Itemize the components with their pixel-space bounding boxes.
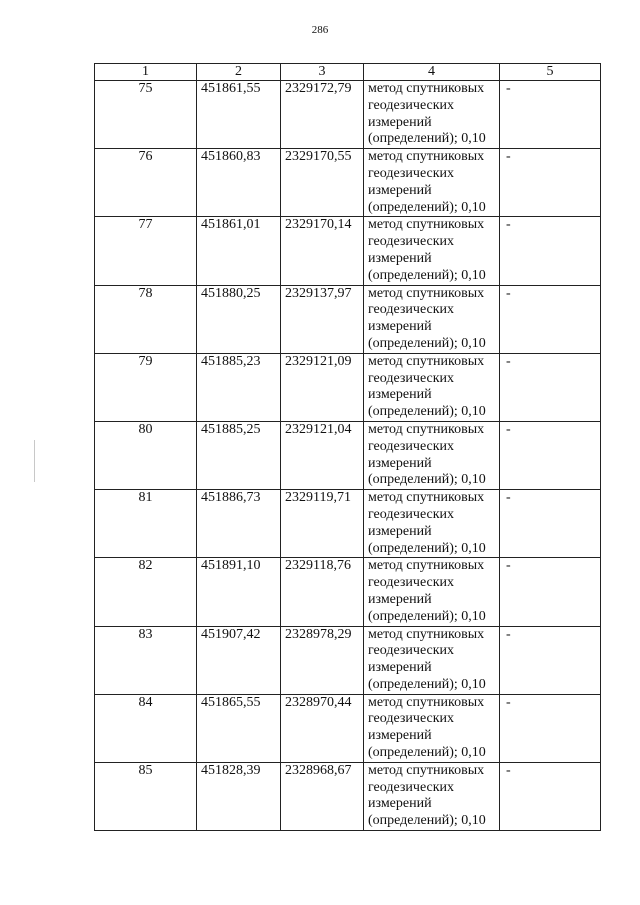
table-row	[95, 626, 601, 694]
note: -	[500, 558, 601, 626]
coordinate-y: 2329170,14	[281, 217, 364, 285]
coordinate-y: 2329137,97	[281, 285, 364, 353]
coordinate-y: 2328978,29	[281, 626, 364, 694]
point-number: 83	[95, 626, 197, 694]
coordinate-x: 451880,25	[197, 285, 281, 353]
coordinate-y: 2329119,71	[281, 490, 364, 558]
coordinate-x: 451860,83	[197, 149, 281, 217]
point-number: 77	[95, 217, 197, 285]
method-description: метод спутниковых геодезических измерений (определений); 0,10	[364, 762, 500, 830]
note: -	[500, 626, 601, 694]
margin-mark	[34, 440, 35, 482]
coordinate-x: 451885,23	[197, 353, 281, 421]
coordinate-y: 2328968,67	[281, 762, 364, 830]
table-row	[95, 81, 601, 149]
coordinate-y: 2328970,44	[281, 694, 364, 762]
method-description: метод спутниковых геодезических измерений (определений); 0,10	[364, 285, 500, 353]
coordinate-y: 2329121,09	[281, 353, 364, 421]
table-body	[95, 81, 601, 831]
point-number: 75	[95, 81, 197, 149]
coordinate-y: 2329172,79	[281, 81, 364, 149]
header-col-3: 3	[281, 64, 364, 81]
coordinate-x: 451861,55	[197, 81, 281, 149]
table-row	[95, 694, 601, 762]
coordinate-x: 451861,01	[197, 217, 281, 285]
method-description: метод спутниковых геодезических измерений (определений); 0,10	[364, 626, 500, 694]
point-number: 78	[95, 285, 197, 353]
table-row	[95, 762, 601, 830]
coordinate-x: 451865,55	[197, 694, 281, 762]
point-number: 79	[95, 353, 197, 421]
note: -	[500, 490, 601, 558]
point-number: 80	[95, 421, 197, 489]
coordinate-x: 451886,73	[197, 490, 281, 558]
method-description: метод спутниковых геодезических измерений (определений); 0,10	[364, 558, 500, 626]
coordinates-table	[94, 63, 601, 831]
note: -	[500, 217, 601, 285]
method-description: метод спутниковых геодезических измерений (определений); 0,10	[364, 81, 500, 149]
point-number: 81	[95, 490, 197, 558]
coordinate-x: 451907,42	[197, 626, 281, 694]
method-description: метод спутниковых геодезических измерений (определений); 0,10	[364, 149, 500, 217]
coordinate-y: 2329170,55	[281, 149, 364, 217]
table-row	[95, 149, 601, 217]
method-description: метод спутниковых геодезических измерений (определений); 0,10	[364, 217, 500, 285]
point-number: 84	[95, 694, 197, 762]
table-header	[95, 64, 601, 81]
header-col-5: 5	[500, 64, 601, 81]
header-col-4: 4	[364, 64, 500, 81]
header-row	[95, 64, 601, 81]
header-col-1: 1	[95, 64, 197, 81]
point-number: 82	[95, 558, 197, 626]
note: -	[500, 694, 601, 762]
table-row	[95, 285, 601, 353]
note: -	[500, 353, 601, 421]
header-col-2: 2	[197, 64, 281, 81]
table-row	[95, 490, 601, 558]
table-row	[95, 353, 601, 421]
page-number: 286	[311, 24, 329, 36]
method-description: метод спутниковых геодезических измерений (определений); 0,10	[364, 694, 500, 762]
coordinate-y: 2329121,04	[281, 421, 364, 489]
note: -	[500, 285, 601, 353]
method-description: метод спутниковых геодезических измерений (определений); 0,10	[364, 421, 500, 489]
table-row	[95, 558, 601, 626]
method-description: метод спутниковых геодезических измерений (определений); 0,10	[364, 353, 500, 421]
note: -	[500, 421, 601, 489]
point-number: 85	[95, 762, 197, 830]
coordinate-y: 2329118,76	[281, 558, 364, 626]
method-description: метод спутниковых геодезических измерений (определений); 0,10	[364, 490, 500, 558]
point-number: 76	[95, 149, 197, 217]
note: -	[500, 81, 601, 149]
table-row	[95, 421, 601, 489]
table-row	[95, 217, 601, 285]
coordinate-x: 451885,25	[197, 421, 281, 489]
coordinate-x: 451891,10	[197, 558, 281, 626]
coordinate-x: 451828,39	[197, 762, 281, 830]
note: -	[500, 762, 601, 830]
note: -	[500, 149, 601, 217]
